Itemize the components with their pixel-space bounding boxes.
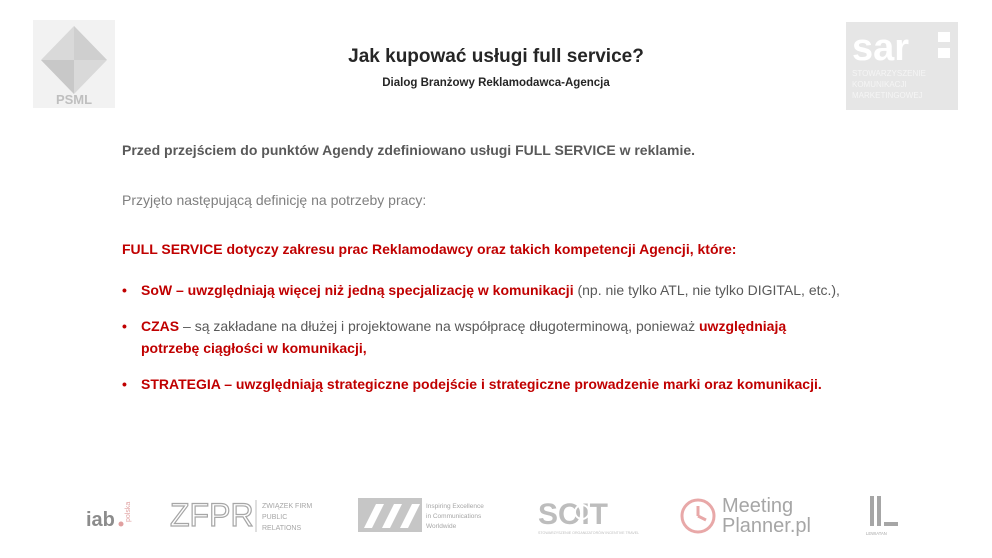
- svg-text:polska: polska: [125, 501, 132, 522]
- criteria-list: [122, 279, 842, 409]
- iaa-logo: [358, 496, 508, 536]
- psml-logo-text: PSML: [55, 92, 93, 107]
- page-subtitle: Dialog Branżowy Reklamodawca-Agencja: [382, 77, 610, 89]
- svg-text:STOWARZYSZENIE ORGANIZATORÓW I: STOWARZYSZENIE ORGANIZATORÓW INCENTIVE TRAVEL: [538, 531, 640, 535]
- full-service-definition: FULL SERVICE dotyczy zakresu prac Reklamodawcy oraz takich kompetencji Agencji, które:: [122, 241, 737, 257]
- criteria-item-strategia: • STRATEGIA – uwzględniają strategiczne podejście i strategiczne prowadzenie marki oraz komunikacji.: [122, 373, 842, 395]
- zfpr-logo: [170, 492, 330, 536]
- page-title: Jak kupować usługi full service?: [348, 46, 644, 67]
- meeting-planner-logo: [676, 490, 846, 538]
- svg-text:ZFPR: ZFPR: [170, 497, 254, 533]
- sar-logo-text: sar: [852, 27, 910, 69]
- svg-text:RELATIONS: RELATIONS: [262, 525, 302, 532]
- adopted-definition-text: Przyjęto następującą definicję na potrzeby pracy:: [122, 192, 427, 208]
- svg-text:Meeting: Meeting: [722, 495, 794, 517]
- soit-logo: [536, 492, 648, 538]
- partner-logos: [0, 488, 992, 544]
- iab-logo: [84, 492, 134, 534]
- svg-text:ZWIĄZEK FIRM: ZWIĄZEK FIRM: [262, 503, 313, 510]
- intro-text: Przed przejściem do punktów Agendy zdefiniowano usługi FULL SERVICE w reklamie.: [122, 142, 696, 158]
- svg-text:Planner.pl: Planner.pl: [722, 515, 811, 537]
- criteria-item-sow: • SoW – uwzględniają więcej niż jedną specjalizację w komunikacji (np. nie tylko ATL, nie tylko DIGITAL, etc.),: [122, 279, 842, 301]
- svg-text:MARKETINGOWEJ: MARKETINGOWEJ: [852, 91, 923, 100]
- svg-text:KOMUNIKACJI: KOMUNIKACJI: [852, 80, 907, 89]
- lewiatan-logo: [864, 492, 908, 538]
- svg-text:PUBLIC: PUBLIC: [262, 514, 288, 521]
- svg-text:in Communications: in Communications: [426, 513, 482, 520]
- svg-text:iab: iab: [86, 509, 115, 531]
- criteria-item-czas: • CZAS – są zakładane na dłużej i projektowane na współpracę długoterminową, ponieważ uwzględniają potrzebę ciągłości w komunikacji,: [122, 315, 842, 359]
- svg-text:SOIT: SOIT: [538, 498, 609, 531]
- svg-text:LEWIATAN: LEWIATAN: [866, 531, 887, 536]
- svg-text:STOWARZYSZENIE: STOWARZYSZENIE: [852, 69, 926, 78]
- svg-text:Worldwide: Worldwide: [426, 523, 457, 530]
- svg-text:Inspiring Excellence: Inspiring Excellence: [426, 503, 484, 510]
